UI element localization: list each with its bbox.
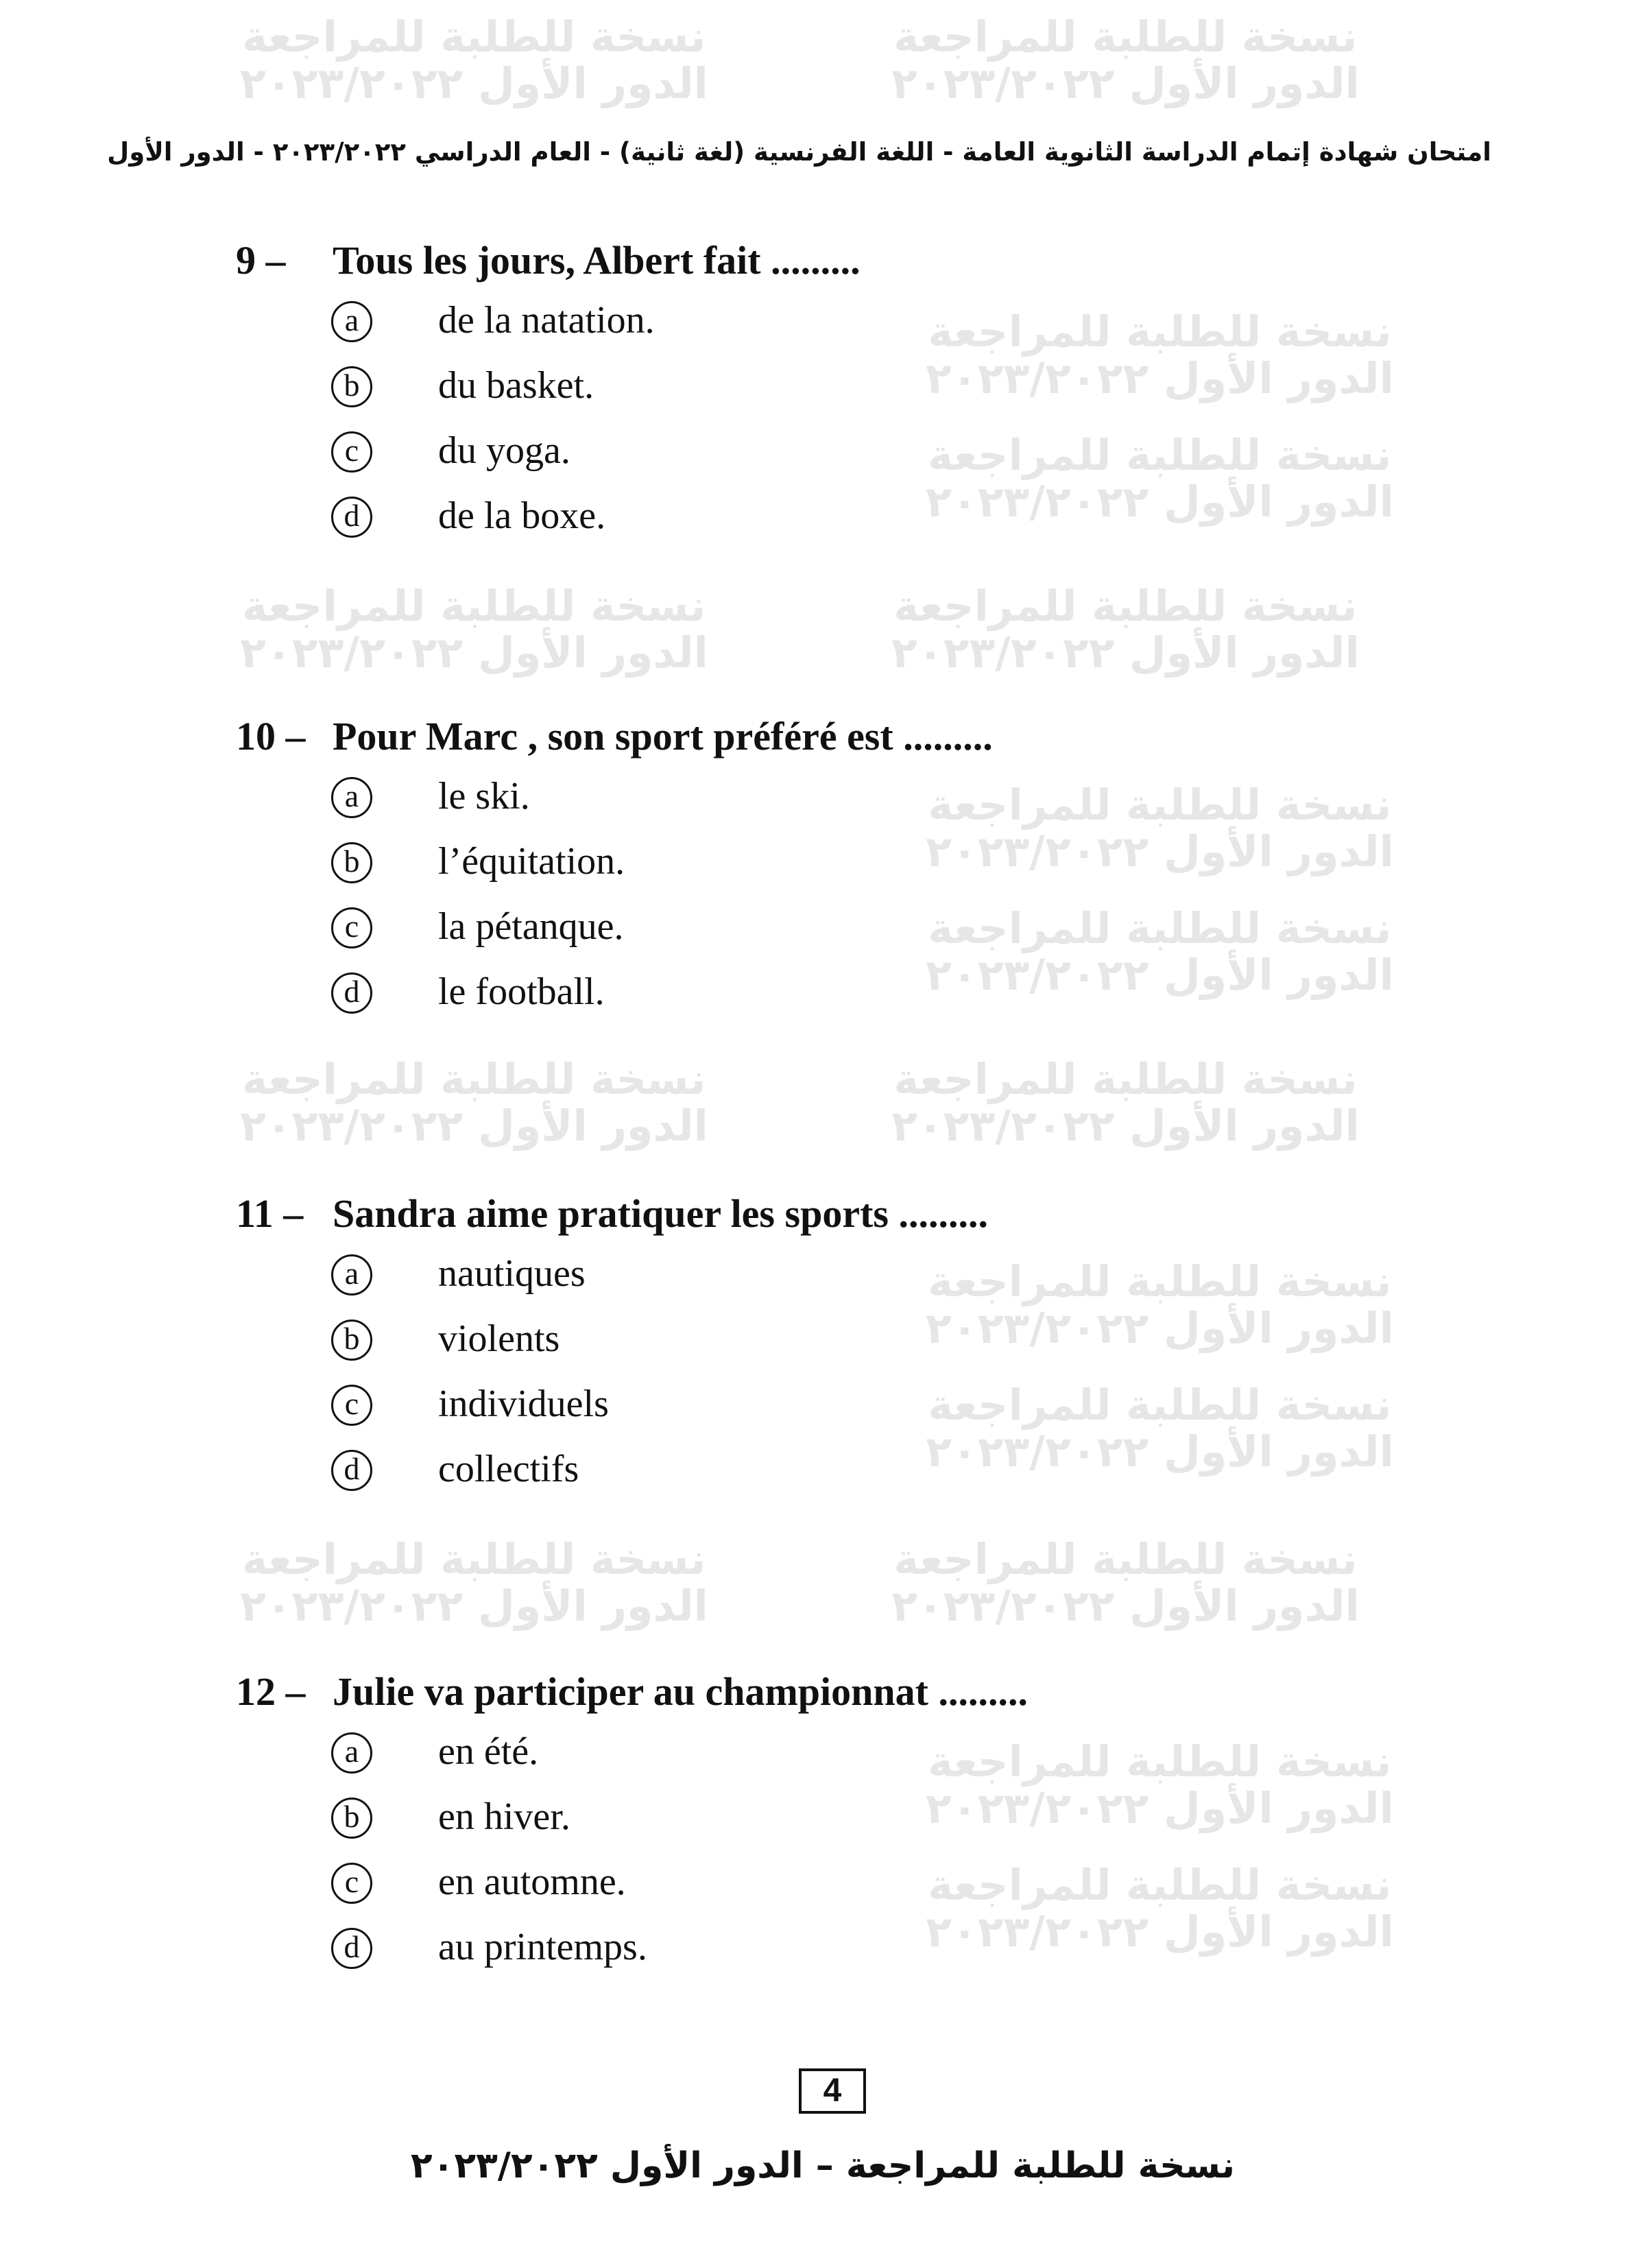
option-circle[interactable]: b [331, 366, 372, 407]
option-circle[interactable]: a [331, 1254, 372, 1296]
watermark-line: نسخة للطلبة للمراجعة [928, 1380, 1392, 1430]
watermark-line: نسخة للطلبة للمراجعة [893, 1054, 1358, 1104]
option-circle[interactable]: c [331, 431, 372, 473]
option-a[interactable] [236, 1241, 988, 1306]
option-text: la pétanque. [438, 905, 624, 948]
option-d[interactable] [236, 1915, 1028, 1980]
option-text: nautiques [438, 1252, 586, 1295]
watermark-line: نسخة للطلبة للمراجعة [928, 903, 1392, 953]
question-12 [236, 1664, 1028, 1980]
option-c[interactable] [236, 894, 993, 959]
watermark-line: الدور الأول ٢٠٢٣/٢٠٢٢ [926, 826, 1394, 876]
option-text: de la natation. [438, 299, 655, 342]
option-circle[interactable]: b [331, 1320, 372, 1361]
option-circle[interactable]: c [331, 1385, 372, 1426]
option-c[interactable] [236, 1850, 1028, 1915]
watermark-line: الدور الأول ٢٠٢٣/٢٠٢٢ [891, 1101, 1360, 1151]
option-a[interactable] [236, 764, 993, 829]
option-circle[interactable]: b [331, 842, 372, 883]
option-text: en hiver. [438, 1795, 570, 1838]
watermark-text [240, 1536, 708, 1630]
question-title [236, 1186, 988, 1241]
watermark-text [891, 583, 1360, 676]
watermark-text [891, 14, 1360, 107]
watermark-line: الدور الأول ٢٠٢٣/٢٠٢٢ [240, 58, 708, 108]
option-circle[interactable]: d [331, 1450, 372, 1491]
option-circle[interactable]: c [331, 907, 372, 948]
watermark-line: الدور الأول ٢٠٢٣/٢٠٢٢ [926, 477, 1394, 527]
question-number: 11 – [236, 1191, 304, 1236]
question-text: Pour Marc , son sport préféré est ......... [333, 714, 993, 759]
watermark-line: نسخة للطلبة للمراجعة [893, 581, 1358, 631]
watermark-line: الدور الأول ٢٠٢٣/٢٠٢٢ [240, 1101, 708, 1151]
option-b[interactable] [236, 1306, 988, 1372]
page-number: 4 [799, 2068, 866, 2114]
watermark-text [926, 782, 1394, 875]
watermark-line: الدور الأول ٢٠٢٣/٢٠٢٢ [240, 1581, 708, 1631]
watermark-line: الدور الأول ٢٠٢٣/٢٠٢٢ [926, 353, 1394, 403]
watermark-text [926, 432, 1394, 525]
option-text: collectifs [438, 1448, 579, 1490]
watermark-line: الدور الأول ٢٠٢٣/٢٠٢٢ [926, 1427, 1394, 1477]
watermark-text [926, 1258, 1394, 1352]
question-number: 9 – [236, 238, 286, 283]
option-c[interactable] [236, 418, 861, 484]
option-circle[interactable]: a [331, 777, 372, 818]
option-a[interactable] [236, 288, 861, 353]
watermark-text [926, 905, 1394, 999]
watermark-line: الدور الأول ٢٠٢٣/٢٠٢٢ [926, 1783, 1394, 1833]
watermark-text [240, 14, 708, 107]
watermark-text [891, 1056, 1360, 1149]
watermark-line: نسخة للطلبة للمراجعة [928, 307, 1392, 357]
watermark-line: الدور الأول ٢٠٢٣/٢٠٢٢ [926, 950, 1394, 1000]
question-9 [236, 233, 861, 549]
option-text: en été. [438, 1730, 539, 1773]
watermark-line: نسخة للطلبة للمراجعة [928, 1256, 1392, 1306]
watermark-text [926, 309, 1394, 402]
option-circle[interactable]: d [331, 1928, 372, 1969]
watermark-line: نسخة للطلبة للمراجعة [893, 1534, 1358, 1584]
watermark-line: الدور الأول ٢٠٢٣/٢٠٢٢ [926, 1907, 1394, 1957]
option-text: du basket. [438, 364, 594, 407]
watermark-text [240, 583, 708, 676]
watermark-line: نسخة للطلبة للمراجعة [928, 1736, 1392, 1787]
option-circle[interactable]: a [331, 1732, 372, 1774]
option-c[interactable] [236, 1372, 988, 1437]
watermark-line: نسخة للطلبة للمراجعة [242, 1054, 706, 1104]
watermark-text [926, 1382, 1394, 1475]
question-text: Sandra aime pratiquer les sports ......... [333, 1191, 988, 1236]
option-text: l’équitation. [438, 840, 625, 883]
watermark-line: الدور الأول ٢٠٢٣/٢٠٢٢ [926, 1303, 1394, 1353]
option-text: violents [438, 1317, 560, 1360]
question-title [236, 1664, 1028, 1719]
watermark-text [240, 1056, 708, 1149]
question-number: 10 – [236, 714, 306, 759]
option-text: le football. [438, 970, 605, 1013]
option-d[interactable] [236, 1437, 988, 1502]
option-b[interactable] [236, 829, 993, 894]
watermark-line: نسخة للطلبة للمراجعة [242, 1534, 706, 1584]
option-text: au printemps. [438, 1926, 647, 1968]
option-text: le ski. [438, 775, 530, 817]
watermark-line: نسخة للطلبة للمراجعة [242, 12, 706, 62]
question-text: Tous les jours, Albert fait ......... [333, 238, 861, 283]
option-d[interactable] [236, 484, 861, 549]
option-circle[interactable]: d [331, 497, 372, 538]
question-text: Julie va participer au championnat ......... [333, 1669, 1028, 1714]
option-text: du yoga. [438, 429, 570, 472]
question-title [236, 233, 861, 288]
option-circle[interactable]: c [331, 1863, 372, 1904]
watermark-line: الدور الأول ٢٠٢٣/٢٠٢٢ [891, 1581, 1360, 1631]
option-circle[interactable]: a [331, 301, 372, 342]
option-text: de la boxe. [438, 494, 606, 537]
option-b[interactable] [236, 1784, 1028, 1850]
option-d[interactable] [236, 959, 993, 1025]
watermark-line: نسخة للطلبة للمراجعة [928, 780, 1392, 830]
watermark-line: الدور الأول ٢٠٢٣/٢٠٢٢ [240, 628, 708, 678]
watermark-line: الدور الأول ٢٠٢٣/٢٠٢٢ [891, 628, 1360, 678]
watermark-line: الدور الأول ٢٠٢٣/٢٠٢٢ [891, 58, 1360, 108]
option-b[interactable] [236, 353, 861, 418]
watermark-line: نسخة للطلبة للمراجعة [928, 430, 1392, 480]
footer-text: نسخة للطلبة للمراجعة – الدور الأول ٢٠٢٣/٢٠٢٢ [410, 2145, 1236, 2186]
option-a[interactable] [236, 1719, 1028, 1784]
watermark-text [891, 1536, 1360, 1630]
question-title [236, 709, 993, 764]
watermark-line: نسخة للطلبة للمراجعة [928, 1860, 1392, 1910]
question-10 [236, 709, 993, 1025]
option-text: en automne. [438, 1861, 626, 1903]
option-text: individuels [438, 1383, 609, 1425]
option-circle[interactable]: d [331, 972, 372, 1014]
exam-header: امتحان شهادة إتمام الدراسة الثانوية العامة - اللغة الفرنسية (لغة ثانية) - العام الدراسي ٢٠٢٣/٢٠٢٢ - الدور الأول [107, 137, 1491, 167]
question-number: 12 – [236, 1669, 306, 1714]
watermark-line: نسخة للطلبة للمراجعة [893, 12, 1358, 62]
watermark-line: نسخة للطلبة للمراجعة [242, 581, 706, 631]
question-11 [236, 1186, 988, 1502]
option-circle[interactable]: b [331, 1798, 372, 1839]
